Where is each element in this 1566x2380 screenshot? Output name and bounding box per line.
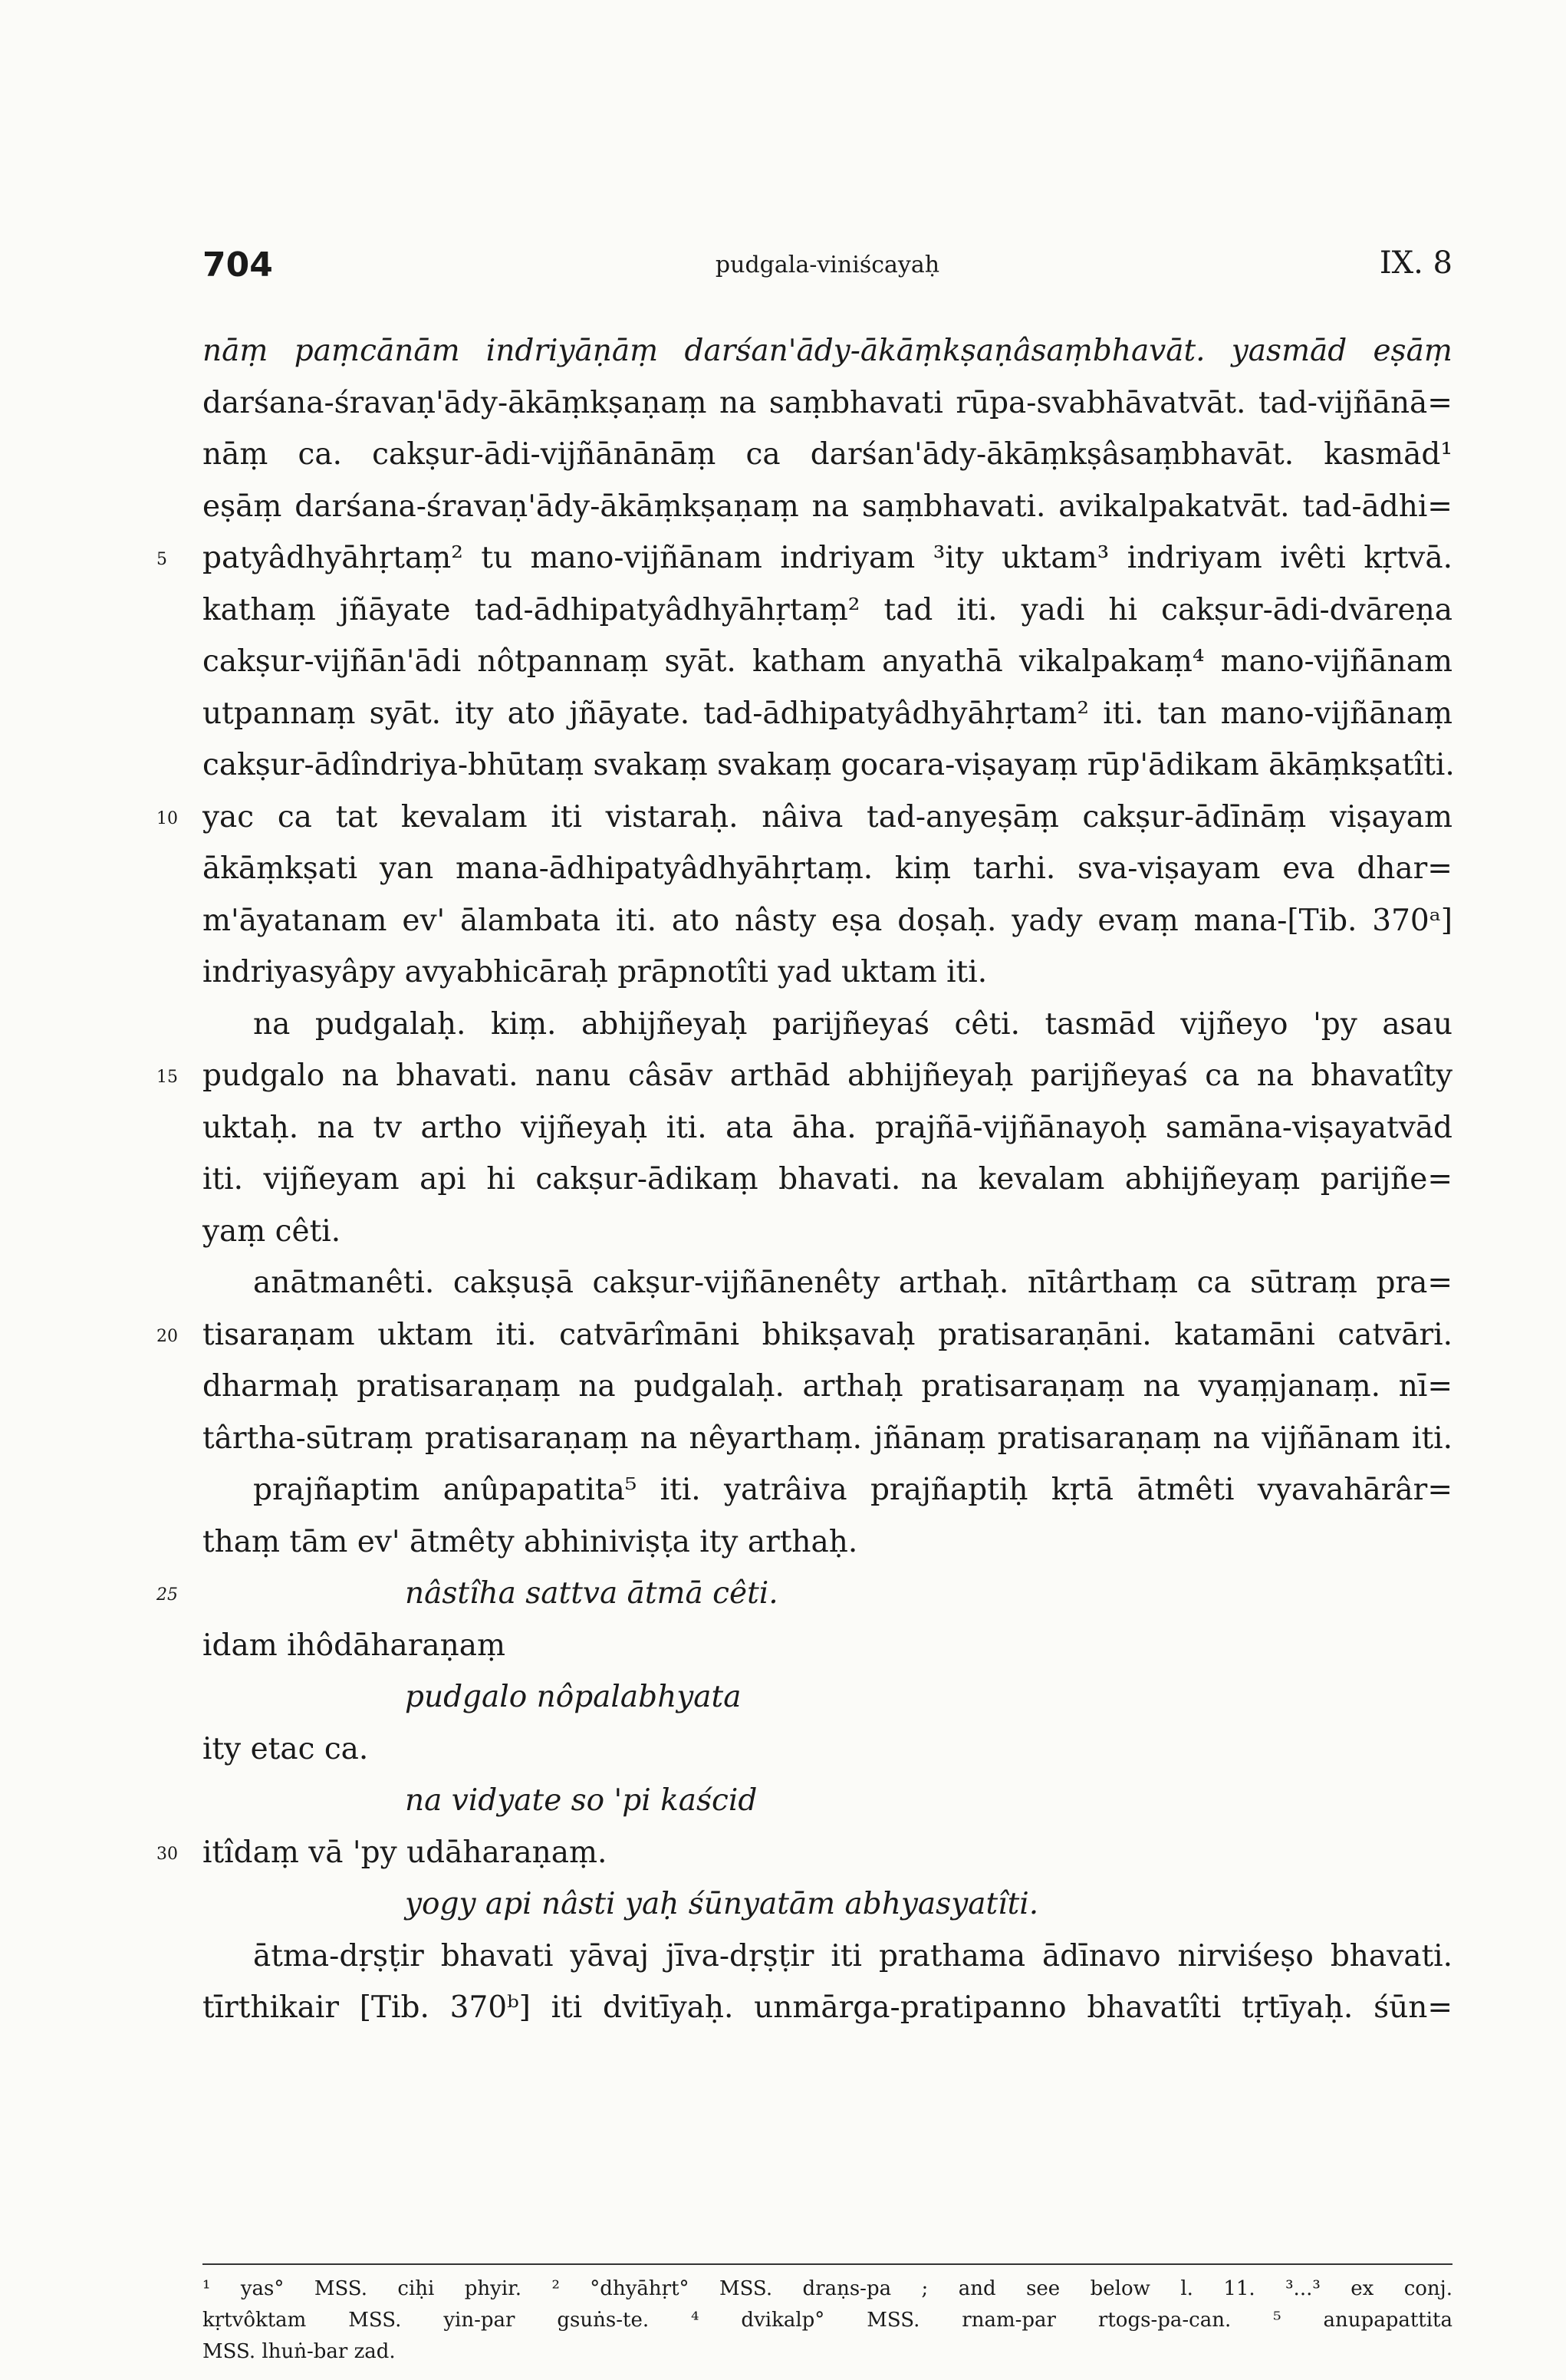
line-text: idam ihôdāharaṇaṃ xyxy=(202,1628,505,1663)
verse-line xyxy=(156,1568,1452,1620)
line-text: yogy api nâsti yaḥ śūnyatām abhyasyatîti. xyxy=(405,1887,1039,1921)
text-line xyxy=(202,584,1452,637)
line-text: tīrthikair [Tib. 370ᵇ] iti dvitīyaḥ. unmārga-pratipanno bhavatîti tṛtīyaḥ. śūn= xyxy=(202,1990,1452,2025)
line-text: itîdaṃ vā 'py udāharaṇaṃ. xyxy=(202,1835,607,1870)
footnote-line: MSS. lhuṅ-bar zad. xyxy=(202,2340,396,2363)
line-number: 20 xyxy=(156,1326,178,1346)
running-header xyxy=(202,245,1452,291)
line-text: iti. vijñeyam api hi cakṣur-ādikaṃ bhavati. na kevalam abhijñeyaṃ parijñe= xyxy=(202,1162,1452,1197)
line-text: dharmaḥ pratisaraṇaṃ na pudgalaḥ. arthaḥ pratisaraṇaṃ na vyaṃjanaṃ. nī= xyxy=(202,1369,1452,1404)
text-line xyxy=(202,999,1452,1051)
footnote-line: ¹ yas° MSS. ciḥi phyir. ² °dhyāhṛt° MSS. draṇs-pa ; and see below l. 11. ³...³ ex conj. xyxy=(202,2277,1452,2300)
text-line xyxy=(156,792,1452,844)
text-line xyxy=(202,1620,1452,1672)
line-text: indriyasyâpy avyabhicāraḥ prāpnotîti yad uktam iti. xyxy=(202,955,988,989)
line-number: 10 xyxy=(156,808,178,828)
line-text: nâstîha sattva ātmā cêti. xyxy=(405,1576,778,1611)
text-line xyxy=(202,843,1452,895)
text-line xyxy=(202,688,1452,740)
text-line xyxy=(202,1464,1452,1516)
verse-line xyxy=(202,1775,1452,1827)
text-line xyxy=(156,532,1452,584)
section-number: IX. 8 xyxy=(1379,245,1452,281)
verse-line xyxy=(202,1878,1452,1931)
line-text: prajñaptim anûpapatita⁵ iti. yatrâiva prajñaptiḥ kṛtā ātmêti vyavahārâr= xyxy=(253,1473,1452,1507)
text-line xyxy=(156,1827,1452,1879)
line-text: nāṃ paṃcānām indriyāṇāṃ darśan'ādy-ākāṃkṣaṇâsaṃbhavāt. yasmād eṣāṃ xyxy=(202,334,1452,368)
line-text: ākāṃkṣati yan mana-ādhipatyâdhyāhṛtaṃ. kiṃ tarhi. sva-viṣayam eva dhar= xyxy=(202,851,1452,886)
line-text: na pudgalaḥ. kiṃ. abhijñeyaḥ parijñeyaś cêti. tasmād vijñeyo 'py asau xyxy=(253,1006,1452,1042)
text-line xyxy=(202,946,1452,999)
line-text: utpannaṃ syāt. ity ato jñāyate. tad-ādhipatyâdhyāhṛtam² iti. tan mano-vijñānaṃ xyxy=(202,696,1452,731)
text-line xyxy=(202,895,1452,947)
line-text: tisaraṇam uktam iti. catvārîmāni bhikṣavaḥ pratisaraṇāni. katamāni catvāri. xyxy=(202,1317,1452,1352)
text-line xyxy=(202,1413,1452,1465)
text-line xyxy=(202,1257,1452,1309)
line-text: ity etac ca. xyxy=(202,1731,369,1766)
text-line xyxy=(202,377,1452,430)
line-text: kathaṃ jñāyate tad-ādhipatyâdhyāhṛtaṃ² tad iti. yadi hi cakṣur-ādi-dvāreṇa xyxy=(202,592,1452,627)
footnote-rule xyxy=(202,2263,1452,2266)
line-number: 25 xyxy=(156,1585,178,1605)
text-line xyxy=(156,1309,1452,1361)
line-text: anātmanêti. cakṣuṣā cakṣur-vijñānenêty arthaḥ. nītârthaṃ ca sūtraṃ pra= xyxy=(253,1266,1452,1300)
line-text: eṣāṃ darśana-śravaṇ'ādy-ākāṃkṣaṇaṃ na saṃbhavati. avikalpakatvāt. tad-ādhi= xyxy=(202,489,1452,524)
main-text xyxy=(156,325,1455,2034)
line-number: 15 xyxy=(156,1068,178,1087)
text-line xyxy=(202,1206,1452,1258)
line-text: pudgalo nôpalabhyata xyxy=(405,1680,742,1714)
text-line xyxy=(202,1102,1452,1154)
line-text: m'āyatanam ev' ālambata iti. ato nâsty eṣa doṣaḥ. yady evaṃ mana-[Tib. 370ᵃ] xyxy=(202,903,1452,938)
line-text: târtha-sūtraṃ pratisaraṇaṃ na nêyarthaṃ. jñānaṃ pratisaraṇaṃ na vijñānam iti. xyxy=(202,1420,1452,1456)
line-text: darśana-śravaṇ'ādy-ākāṃkṣaṇaṃ na saṃbhavati rūpa-svabhāvatvāt. tad-vijñānā= xyxy=(202,385,1452,420)
text-line xyxy=(202,1723,1452,1776)
text-line xyxy=(202,1154,1452,1206)
text-line xyxy=(202,636,1452,688)
line-number: 30 xyxy=(156,1844,178,1864)
line-text: uktaḥ. na tv artho vijñeyaḥ iti. ata āha. prajñā-vijñānayoḥ samāna-viṣayatvād xyxy=(202,1110,1452,1145)
line-text: ātma-dṛṣṭir bhavati yāvaj jīva-dṛṣṭir iti prathama ādīnavo nirviśeṣo bhavati. xyxy=(253,1938,1452,1973)
running-title: pudgala-viniścayaḥ xyxy=(715,252,940,278)
page-number: 704 xyxy=(202,245,273,285)
line-text: yac ca tat kevalam iti vistaraḥ. nâiva tad-anyeṣāṃ cakṣur-ādīnāṃ viṣayam xyxy=(202,799,1452,834)
text-line xyxy=(156,1050,1452,1102)
text-line xyxy=(202,1982,1452,2034)
line-text: pudgalo na bhavati. nanu câsāv arthād abhijñeyaḥ parijñeyaś ca na bhavatîty xyxy=(202,1058,1452,1093)
line-number: 5 xyxy=(156,550,167,569)
line-text: na vidyate so 'pi kaścid xyxy=(405,1783,758,1818)
line-text: yaṃ cêti. xyxy=(202,1213,341,1249)
line-text: cakṣur-ādîndriya-bhūtaṃ svakaṃ svakaṃ gocara-viṣayaṃ rūp'ādikam ākāṃkṣatîti. xyxy=(202,748,1455,782)
text-line xyxy=(202,429,1452,481)
text-line xyxy=(202,739,1455,792)
line-text: thaṃ tām ev' ātmêty abhiniviṣṭa ity arthaḥ. xyxy=(202,1524,858,1559)
verse-line xyxy=(202,1671,1452,1723)
footnotes xyxy=(202,2273,1452,2368)
text-line xyxy=(202,1516,1452,1569)
text-line xyxy=(202,1931,1452,1983)
line-text: nāṃ ca. cakṣur-ādi-vijñānānāṃ ca darśan'ādy-ākāṃkṣâsaṃbhavāt. kasmād¹ xyxy=(202,437,1452,472)
text-line xyxy=(202,325,1452,377)
line-text: cakṣur-vijñān'ādi nôtpannaṃ syāt. katham anyathā vikalpakaṃ⁴ mano-vijñānam xyxy=(202,644,1452,679)
footnote-line: kṛtvôktam MSS. yin-par gsuṅs-te. ⁴ dvikalp° MSS. rnam-par rtogs-pa-can. ⁵ anupapattita xyxy=(202,2309,1452,2332)
line-text: patyâdhyāhṛtaṃ² tu mano-vijñānam indriyam ³ity uktam³ indriyam ivêti kṛtvā. xyxy=(202,541,1452,575)
text-line xyxy=(202,1361,1452,1413)
text-line xyxy=(202,481,1452,533)
